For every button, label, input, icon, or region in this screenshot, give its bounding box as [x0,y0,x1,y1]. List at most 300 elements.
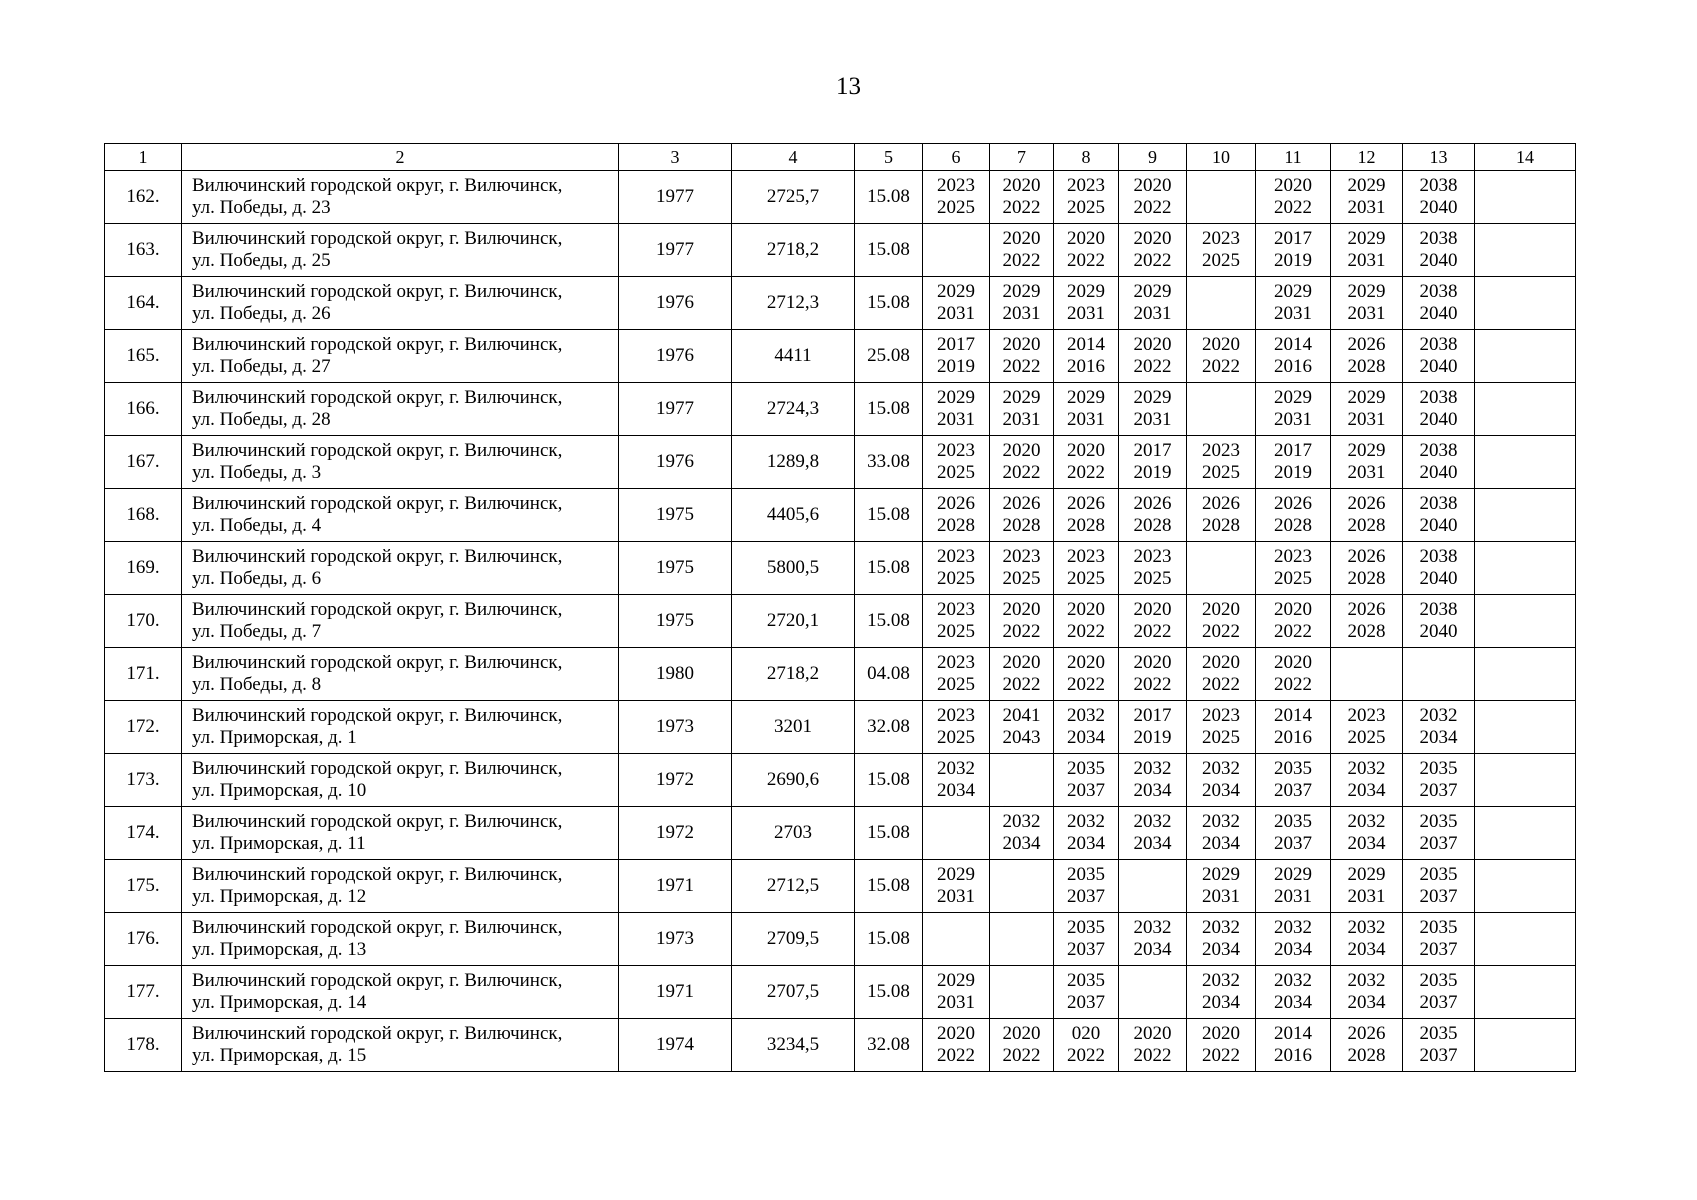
table-row [105,383,1576,436]
column-header: 10 [1187,144,1256,171]
column-14-cell [1475,913,1576,966]
period-start: 2026 [1002,493,1041,514]
period-start: 2029 [1067,281,1105,302]
column-14-cell [1475,542,1576,595]
period-start: 2020 [1002,334,1041,355]
table-row [105,754,1576,807]
period-start: 2029 [1274,387,1312,408]
rate-cell: 15.08 [855,383,923,436]
table-row [105,330,1576,383]
period-end: 2019 [1274,462,1312,483]
table-row [105,648,1576,701]
address-cell [182,224,619,277]
period-cell-c10 [1187,171,1256,224]
row-number: 162. [105,171,182,224]
period-start: 2023 [1133,546,1172,567]
period-end: 2037 [1274,780,1312,801]
rate-cell: 15.08 [855,807,923,860]
period-end: 2031 [1274,886,1312,907]
period-start: 2020 [1202,1023,1240,1044]
period-cell-c8 [1054,754,1119,807]
rate-cell: 33.08 [855,436,923,489]
period-end: 2031 [1002,303,1041,324]
build-year-cell: 1972 [619,754,732,807]
period-cell-c12 [1331,224,1403,277]
table-row [105,913,1576,966]
table-row [105,966,1576,1019]
table-row [105,224,1576,277]
period-end: 2028 [1202,515,1240,536]
address-line-1: Вилючинский городской округ, г. Вилючинск, [192,228,563,249]
period-start: 2017 [1133,705,1172,726]
period-end: 2025 [1133,568,1172,589]
period-start: 2035 [1419,917,1458,938]
period-end: 2028 [1347,515,1386,536]
column-header: 13 [1403,144,1475,171]
column-14-cell [1475,754,1576,807]
address-cell [182,913,619,966]
period-end: 2037 [1419,833,1458,854]
period-cell-c13 [1403,542,1475,595]
period-start: 2032 [1347,811,1386,832]
row-number: 166. [105,383,182,436]
period-cell-c6 [923,701,990,754]
period-start: 2038 [1419,493,1458,514]
period-start: 2023 [1202,705,1240,726]
build-year-cell: 1977 [619,383,732,436]
area-cell: 2712,3 [732,277,855,330]
area-cell: 2709,5 [732,913,855,966]
period-cell-c8 [1054,224,1119,277]
address-line-2: ул. Победы, д. 27 [192,356,331,377]
rate-cell: 15.08 [855,224,923,277]
period-start: 2032 [937,758,975,779]
period-end: 2034 [1202,833,1240,854]
period-cell-c7 [990,171,1054,224]
build-year-cell: 1976 [619,330,732,383]
period-cell-c8 [1054,436,1119,489]
period-start: 2020 [1202,334,1240,355]
period-cell-c10 [1187,860,1256,913]
row-number: 168. [105,489,182,542]
period-cell-c8 [1054,277,1119,330]
address-line-1: Вилючинский городской округ, г. Вилючинск, [192,546,563,567]
period-end: 2031 [1002,409,1041,430]
period-cell-c11 [1256,860,1331,913]
period-start: 2014 [1067,334,1105,355]
table-row [105,436,1576,489]
period-end: 2034 [1133,939,1172,960]
period-start: 2041 [1002,705,1041,726]
period-start: 2014 [1274,1023,1312,1044]
period-start: 2026 [1347,1023,1386,1044]
rate-cell: 15.08 [855,489,923,542]
rate-cell: 32.08 [855,1019,923,1072]
period-cell-c8 [1054,807,1119,860]
period-end: 2022 [1067,250,1105,271]
address-line-2: ул. Приморская, д. 15 [192,1045,367,1066]
period-end: 2031 [1274,409,1312,430]
area-cell: 2725,7 [732,171,855,224]
area-cell: 2718,2 [732,224,855,277]
period-start: 2038 [1419,387,1458,408]
period-cell-c9 [1119,489,1187,542]
address-line-2: ул. Победы, д. 4 [192,515,322,536]
period-end: 2040 [1419,303,1458,324]
period-start: 2035 [1419,970,1458,991]
address-cell [182,171,619,224]
address-line-1: Вилючинский городской округ, г. Вилючинск, [192,493,563,514]
period-start: 2032 [1133,917,1172,938]
period-end: 2022 [1133,250,1172,271]
period-end: 2028 [1347,1045,1386,1066]
period-cell-c10 [1187,542,1256,595]
table-row [105,701,1576,754]
period-start: 2026 [1347,599,1386,620]
period-cell-c12 [1331,913,1403,966]
area-cell: 2690,6 [732,754,855,807]
period-start: 2023 [937,440,975,461]
column-14-cell [1475,383,1576,436]
period-end: 2034 [1347,992,1386,1013]
period-start: 2029 [937,864,975,885]
period-end: 2025 [1002,568,1041,589]
period-end: 2022 [1002,674,1041,695]
period-cell-c9 [1119,701,1187,754]
address-line-1: Вилючинский городской округ, г. Вилючинск, [192,811,563,832]
period-start: 2029 [1347,440,1386,461]
column-header: 8 [1054,144,1119,171]
period-start: 2029 [1202,864,1240,885]
column-header: 3 [619,144,732,171]
period-end: 2022 [1133,621,1172,642]
row-number: 175. [105,860,182,913]
period-start: 2023 [1067,175,1105,196]
address-cell [182,330,619,383]
period-start: 2023 [937,599,975,620]
period-start: 2020 [1133,652,1172,673]
period-end: 2031 [1347,409,1386,430]
period-cell-c7 [990,701,1054,754]
housing-repair-schedule-table [104,143,1576,1072]
period-start: 2035 [1419,864,1458,885]
period-cell-c8 [1054,542,1119,595]
period-start: 2032 [1202,811,1240,832]
rate-cell: 15.08 [855,966,923,1019]
period-end: 2022 [1002,250,1041,271]
address-cell [182,860,619,913]
column-header: 7 [990,144,1054,171]
period-start: 2020 [937,1023,975,1044]
period-start: 2026 [1347,546,1386,567]
period-cell-c10 [1187,330,1256,383]
period-start: 2023 [1002,546,1041,567]
table-row [105,171,1576,224]
column-14-cell [1475,807,1576,860]
build-year-cell: 1976 [619,436,732,489]
column-14-cell [1475,860,1576,913]
row-number: 177. [105,966,182,1019]
period-cell-c8 [1054,860,1119,913]
period-start: 2032 [1347,970,1386,991]
period-end: 2025 [1202,727,1240,748]
period-start: 2032 [1133,811,1172,832]
period-cell-c10 [1187,1019,1256,1072]
period-end: 2022 [1002,356,1041,377]
period-end: 2028 [1347,356,1386,377]
period-cell-c13 [1403,171,1475,224]
period-end: 2040 [1419,409,1458,430]
period-cell-c10 [1187,701,1256,754]
period-end: 2034 [1133,833,1172,854]
period-cell-c8 [1054,595,1119,648]
rate-cell: 15.08 [855,860,923,913]
period-start: 2035 [1067,970,1105,991]
period-start: 2038 [1419,599,1458,620]
period-cell-c12 [1331,754,1403,807]
period-end: 2031 [1067,409,1105,430]
period-start: 2035 [1067,864,1105,885]
period-start: 2023 [1202,228,1240,249]
period-start: 2020 [1002,228,1041,249]
area-cell: 2703 [732,807,855,860]
address-cell [182,966,619,1019]
period-end: 2037 [1274,833,1312,854]
period-end: 2025 [937,674,975,695]
period-end: 2022 [1067,1045,1105,1066]
period-cell-c6 [923,913,990,966]
period-cell-c10 [1187,807,1256,860]
period-cell-c11 [1256,542,1331,595]
address-line-1: Вилючинский городской округ, г. Вилючинск, [192,758,563,779]
period-start: 2020 [1067,599,1105,620]
period-end: 2031 [1347,197,1386,218]
period-start: 2017 [1133,440,1172,461]
period-end: 2034 [1002,833,1041,854]
column-header: 14 [1475,144,1576,171]
period-start: 2029 [1133,387,1172,408]
period-cell-c13 [1403,383,1475,436]
period-start: 2029 [1347,281,1386,302]
period-cell-c12 [1331,807,1403,860]
period-start: 2029 [1002,281,1041,302]
period-start: 2020 [1002,440,1041,461]
period-start: 2038 [1419,175,1458,196]
period-cell-c9 [1119,542,1187,595]
build-year-cell: 1977 [619,171,732,224]
period-start: 2023 [1274,546,1312,567]
period-end: 2031 [1067,303,1105,324]
row-number: 170. [105,595,182,648]
rate-cell: 15.08 [855,913,923,966]
period-end: 2025 [1347,727,1386,748]
rate-cell: 15.08 [855,595,923,648]
period-end: 2019 [1274,250,1312,271]
area-cell: 4411 [732,330,855,383]
period-cell-c11 [1256,1019,1331,1072]
period-start: 2032 [1274,970,1312,991]
period-end: 2022 [1202,621,1240,642]
period-cell-c6 [923,860,990,913]
period-start: 2032 [1002,811,1041,832]
period-end: 2031 [1347,303,1386,324]
rate-cell: 04.08 [855,648,923,701]
period-end: 2028 [1002,515,1041,536]
period-cell-c12 [1331,171,1403,224]
area-cell: 5800,5 [732,542,855,595]
address-line-1: Вилючинский городской округ, г. Вилючинск, [192,175,563,196]
period-start: 020 [1071,1023,1101,1044]
build-year-cell: 1973 [619,701,732,754]
row-number: 164. [105,277,182,330]
period-start: 2014 [1274,334,1312,355]
area-cell: 3201 [732,701,855,754]
period-start: 2029 [937,387,975,408]
area-cell: 3234,5 [732,1019,855,1072]
row-number: 167. [105,436,182,489]
period-end: 2025 [1274,568,1312,589]
period-start: 2020 [1274,652,1312,673]
period-start: 2029 [1347,228,1386,249]
period-end: 2025 [937,621,975,642]
period-end: 2028 [1274,515,1312,536]
period-cell-c12 [1331,701,1403,754]
period-end: 2034 [937,780,975,801]
period-end: 2022 [1202,356,1240,377]
period-cell-c8 [1054,383,1119,436]
period-end: 2040 [1419,462,1458,483]
period-start: 2032 [1202,758,1240,779]
period-cell-c7 [990,436,1054,489]
period-end: 2022 [1002,621,1041,642]
period-cell-c12 [1331,489,1403,542]
build-year-cell: 1972 [619,807,732,860]
period-start: 2023 [1347,705,1386,726]
period-cell-c11 [1256,701,1331,754]
period-start: 2020 [1002,599,1041,620]
period-end: 2016 [1067,356,1105,377]
period-end: 2022 [1133,1045,1172,1066]
period-start: 2029 [1067,387,1105,408]
period-cell-c7 [990,966,1054,1019]
address-line-2: ул. Приморская, д. 1 [192,727,357,748]
period-start: 2029 [1347,864,1386,885]
period-cell-c12 [1331,542,1403,595]
period-end: 2028 [1347,621,1386,642]
period-cell-c10 [1187,966,1256,1019]
period-cell-c9 [1119,277,1187,330]
column-header: 6 [923,144,990,171]
period-start: 2026 [1274,493,1312,514]
period-cell-c11 [1256,595,1331,648]
period-cell-c8 [1054,330,1119,383]
period-end: 2016 [1274,356,1312,377]
period-start: 2017 [937,334,975,355]
period-cell-c11 [1256,224,1331,277]
rate-cell: 15.08 [855,754,923,807]
period-start: 2032 [1419,705,1458,726]
period-end: 2031 [1347,462,1386,483]
period-cell-c12 [1331,1019,1403,1072]
period-cell-c11 [1256,277,1331,330]
period-end: 2019 [937,356,975,377]
period-end: 2022 [1274,674,1312,695]
period-cell-c13 [1403,701,1475,754]
period-start: 2029 [1274,281,1312,302]
area-cell: 4405,6 [732,489,855,542]
column-14-cell [1475,224,1576,277]
column-14-cell [1475,330,1576,383]
period-end: 2022 [937,1045,975,1066]
period-cell-c8 [1054,489,1119,542]
period-start: 2032 [1133,758,1172,779]
period-start: 2035 [1274,811,1312,832]
period-cell-c6 [923,171,990,224]
period-start: 2020 [1067,228,1105,249]
period-start: 2038 [1419,334,1458,355]
rate-cell: 32.08 [855,701,923,754]
period-cell-c7 [990,595,1054,648]
period-end: 2037 [1067,939,1105,960]
period-start: 2032 [1274,917,1312,938]
period-end: 2022 [1274,621,1312,642]
row-number: 172. [105,701,182,754]
period-cell-c11 [1256,648,1331,701]
period-cell-c10 [1187,277,1256,330]
address-line-2: ул. Победы, д. 3 [192,462,322,483]
period-start: 2026 [1347,334,1386,355]
period-cell-c13 [1403,648,1475,701]
period-cell-c9 [1119,913,1187,966]
period-cell-c9 [1119,171,1187,224]
period-cell-c6 [923,224,990,277]
period-start: 2035 [1419,758,1458,779]
period-end: 2031 [1202,886,1240,907]
period-end: 2040 [1419,197,1458,218]
period-start: 2023 [1202,440,1240,461]
column-14-cell [1475,701,1576,754]
period-cell-c9 [1119,1019,1187,1072]
period-start: 2023 [937,175,975,196]
column-14-cell [1475,966,1576,1019]
period-end: 2034 [1274,992,1312,1013]
address-line-2: ул. Приморская, д. 13 [192,939,367,960]
period-end: 2028 [937,515,975,536]
row-number: 173. [105,754,182,807]
period-cell-c7 [990,489,1054,542]
row-number: 178. [105,1019,182,1072]
period-start: 2029 [1274,864,1312,885]
period-start: 2020 [1133,175,1172,196]
period-end: 2016 [1274,727,1312,748]
address-cell [182,277,619,330]
period-cell-c13 [1403,330,1475,383]
address-cell [182,701,619,754]
period-end: 2025 [1202,462,1240,483]
address-line-2: ул. Победы, д. 6 [192,568,322,589]
period-end: 2034 [1347,939,1386,960]
period-start: 2020 [1274,599,1312,620]
period-cell-c8 [1054,1019,1119,1072]
period-end: 2022 [1202,1045,1240,1066]
period-end: 2031 [937,992,975,1013]
period-end: 2022 [1002,197,1041,218]
period-cell-c12 [1331,595,1403,648]
period-end: 2031 [1347,886,1386,907]
table-row [105,542,1576,595]
column-header: 9 [1119,144,1187,171]
period-end: 2037 [1419,992,1458,1013]
